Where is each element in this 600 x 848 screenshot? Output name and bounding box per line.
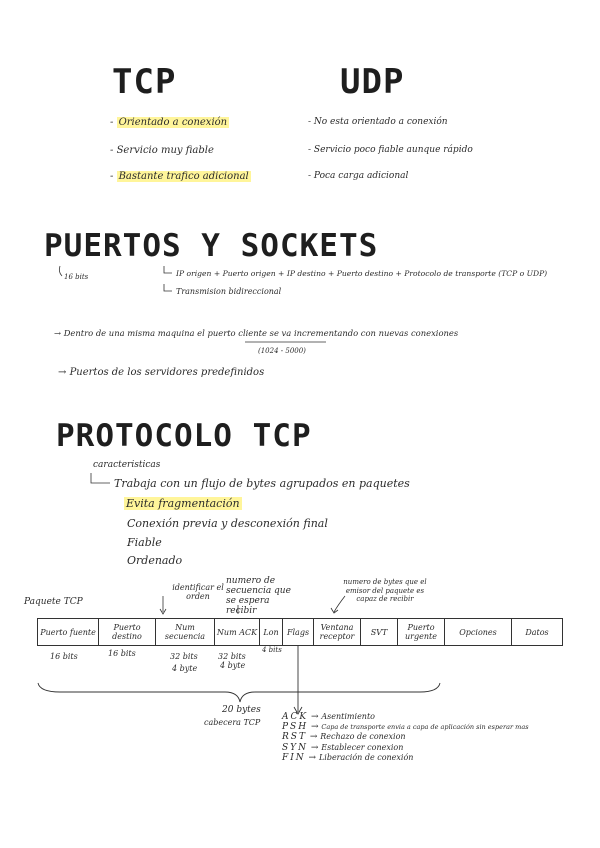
flag-item: RST → Rechazo de conexion [282,732,406,742]
udp-item: - Poca carga adicional [308,171,409,181]
field-cell: Num ACK [215,619,260,645]
size-label: 32 bits [170,652,198,661]
udp-item: - No esta orientado a conexión [308,117,448,127]
note-orden: identificar el orden [172,583,224,601]
size-label: 16 bits [108,649,136,658]
client-ports-note: → Dentro de una misma maquina el puerto cliente se va incrementando con nuevas conexiones [54,328,459,338]
bits-note: 16 bits [64,273,89,281]
caracteristicas-label: caracteristicas [93,460,161,470]
field-cell: Puerto destino [99,619,156,645]
feature-item: Evita fragmentación [126,497,240,510]
client-port-range: (1024 - 5000) [258,347,306,355]
flag-item: ACK → Asentimiento [282,712,375,722]
size-label: 32 bits [218,652,246,661]
udp-item: - Servicio poco fiable aunque rápido [308,145,473,155]
feature-item: Trabaja con un flujo de bytes agrupados en paquetes [114,477,410,490]
udp-title: UDP [340,62,405,102]
flag-item: FIN → Liberación de conexión [282,753,414,763]
field-cell: Puerto urgente [398,619,445,645]
byte-label: 4 byte [220,661,246,670]
bidirectional-note: Transmision bidireccional [176,287,282,296]
field-cell: Ventana receptor [314,619,361,645]
feature-item: Ordenado [127,554,183,567]
tcp-item: - Bastante trafico adicional [110,171,249,182]
size-label: 4 bits [262,646,282,654]
tcp-packet-table [37,618,563,646]
header-label: cabecera TCP [204,718,261,727]
server-ports-note: → Puertos de los servidores predefinidos [58,367,265,378]
tcp-item: - Servicio muy fiable [110,145,214,156]
flag-item: SYN → Establecer conexion [282,742,404,753]
protocolo-title: PROTOCOLO TCP [56,418,312,454]
field-cell: Lon [260,619,283,645]
field-cell: Flags [283,619,314,645]
byte-label: 4 byte [172,664,198,673]
puertos-title: PUERTOS Y SOCKETS [44,228,379,264]
field-cell: Puerto fuente [38,619,99,645]
feature-item: Conexión previa y desconexión final [127,517,328,530]
feature-item: Fiable [127,536,162,549]
note-seq: numero de secuencia que se espera recibir [226,576,291,616]
tcp-title: TCP [112,62,177,102]
flags-list [282,712,529,764]
field-cell: Opciones [445,619,512,645]
header-total: 20 bytes [222,705,261,715]
flag-item: PSH → Capa de transporte envia a capa de aplicación sin esperar mas [282,721,529,732]
packet-label: Paquete TCP [24,597,83,607]
tcp-item: - Orientado a conexión [110,117,228,128]
socket-definition: IP origen + Puerto origen + IP destino + Puerto destino + Protocolo de transporte (TCP o UDP) [176,269,548,278]
size-label: 16 bits [50,652,78,661]
field-cell: Num secuencia [156,619,215,645]
field-cell: SVT [361,619,398,645]
note-bytes: numero de bytes que el emisor del paquete es capaz de recibir [343,578,427,603]
field-cell: Datos [525,627,549,637]
